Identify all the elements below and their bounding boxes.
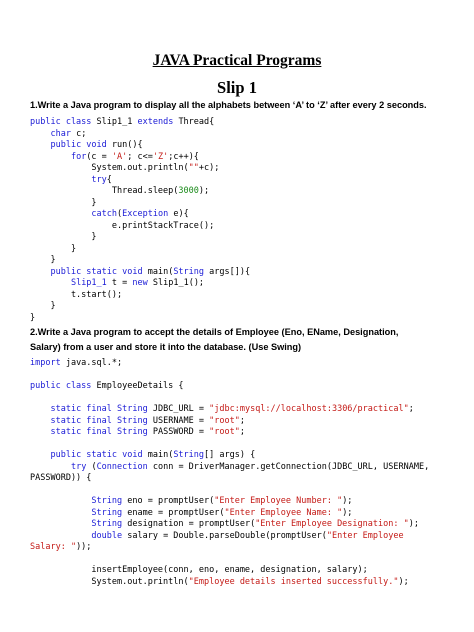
code-line xyxy=(30,542,460,554)
code-line xyxy=(30,439,460,451)
code-text: Slip1_1 xyxy=(96,117,138,127)
code-text: ; xyxy=(239,415,245,426)
keyword: public void xyxy=(50,140,112,150)
string-literal: "Employee details inserted successfully." xyxy=(188,576,399,587)
keyword: static final String xyxy=(50,415,153,426)
code-text xyxy=(30,404,50,414)
keyword: public class xyxy=(30,381,97,391)
code-line xyxy=(30,485,460,497)
code-text xyxy=(30,496,91,506)
code-line xyxy=(30,198,460,210)
keyword: String xyxy=(91,496,128,506)
code-text: run(){ xyxy=(111,140,143,150)
keyword: extends xyxy=(137,117,179,127)
code-text: } xyxy=(30,301,56,311)
code-text: t.start(); xyxy=(30,289,123,300)
code-text: t = xyxy=(111,278,133,288)
code-text xyxy=(30,129,50,139)
code-text xyxy=(30,508,91,518)
code-line xyxy=(30,244,460,256)
code-text: Thread.sleep( xyxy=(30,186,179,196)
string-literal: "Enter Employee xyxy=(326,530,404,541)
code-line xyxy=(30,301,460,313)
keyword: Connection xyxy=(96,461,153,472)
code-text: +c); xyxy=(198,163,220,173)
code-text: ( xyxy=(117,209,123,219)
code-text: c; xyxy=(76,128,87,139)
code-text xyxy=(30,416,50,426)
code-line xyxy=(30,508,460,520)
code-text: ); xyxy=(408,519,419,529)
code-text: { xyxy=(106,174,112,185)
code-text: } xyxy=(30,197,97,208)
code-block-2 xyxy=(30,358,460,588)
keyword: public static void xyxy=(50,266,148,277)
code-line xyxy=(30,117,460,129)
keyword: Exception xyxy=(122,209,174,219)
question-2: 2.Write a Java program to accept the details of Employee (Eno, EName, Designation, Salary) from a user and store it into the database. (Use Swing) xyxy=(30,327,399,352)
code-text: main( xyxy=(147,450,174,460)
code-text: args[]){ xyxy=(209,266,251,277)
code-block-1 xyxy=(30,117,460,324)
keyword: String xyxy=(91,507,128,518)
code-text: designation = promptUser( xyxy=(127,519,256,529)
string-literal: "root" xyxy=(209,415,240,426)
code-text: insertEmployee(conn, eno, ename, designation, salary); xyxy=(30,565,368,575)
code-text xyxy=(30,152,71,162)
code-text: main( xyxy=(147,266,174,277)
code-text xyxy=(30,519,91,529)
keyword: public class xyxy=(30,117,97,127)
keyword: Slip1_1 xyxy=(70,278,112,288)
code-text: } xyxy=(30,312,36,323)
keyword: new xyxy=(132,278,153,288)
code-line xyxy=(30,267,460,279)
code-line xyxy=(30,381,460,393)
code-text: e){ xyxy=(173,209,189,219)
code-line xyxy=(30,209,460,221)
code-text: Slip1_1(); xyxy=(152,278,205,288)
code-text: PASSWORD = xyxy=(152,427,210,437)
code-text xyxy=(30,427,50,437)
code-text: )); xyxy=(76,542,92,552)
code-text: ; c<= xyxy=(127,151,153,162)
code-line xyxy=(30,290,460,302)
keyword: try xyxy=(91,174,107,185)
code-text xyxy=(30,140,50,150)
code-line xyxy=(30,577,460,589)
code-line xyxy=(30,427,460,439)
string-literal: "Enter Employee Name: " xyxy=(224,507,343,518)
code-text: ;c++){ xyxy=(168,151,199,162)
code-line xyxy=(30,519,460,531)
keyword: catch xyxy=(91,209,118,219)
code-text: [] args) { xyxy=(204,450,256,460)
document-title: JAVA Practical Programs xyxy=(152,52,322,69)
code-line xyxy=(30,221,460,233)
question-1: 1.Write a Java program to display all the alphabets between ‘A’ to ‘Z’ after every 2 seconds. xyxy=(30,100,427,110)
keyword: static final String xyxy=(50,427,153,437)
code-line xyxy=(30,129,460,141)
string-literal: "root" xyxy=(209,427,240,437)
code-text: salary = Double.parseDouble(promptUser( xyxy=(127,530,327,541)
code-line xyxy=(30,255,460,267)
code-line xyxy=(30,152,460,164)
keyword: import xyxy=(30,358,66,368)
code-line xyxy=(30,404,460,416)
code-text: } xyxy=(30,243,77,254)
code-line xyxy=(30,554,460,566)
code-line xyxy=(30,140,460,152)
code-text xyxy=(30,462,71,472)
keyword: String xyxy=(91,519,128,529)
code-text: conn = DriverManager.getConnection(JDBC_URL, USERNAME, xyxy=(152,461,430,472)
code-text xyxy=(30,175,91,185)
string-literal: Salary: " xyxy=(30,542,77,552)
code-text: PASSWORD)) { xyxy=(30,473,92,483)
string-literal: "Enter Employee Designation: " xyxy=(255,519,409,529)
code-text: } xyxy=(30,232,97,242)
code-text: e.printStackTrace(); xyxy=(30,220,215,231)
string-literal: 'Z' xyxy=(152,151,169,162)
keyword: String xyxy=(173,450,205,460)
keyword: public static void xyxy=(50,450,148,460)
code-line xyxy=(30,358,460,370)
code-text xyxy=(30,278,71,288)
code-text: java.sql.*; xyxy=(65,358,123,368)
number-literal: 3000 xyxy=(178,186,199,196)
code-text xyxy=(30,267,50,277)
code-line xyxy=(30,175,460,187)
keyword: try xyxy=(70,461,92,472)
code-text: ); xyxy=(398,576,409,587)
code-text: ; xyxy=(239,427,245,437)
code-line xyxy=(30,462,460,474)
code-text xyxy=(30,450,50,460)
keyword: static final String xyxy=(50,404,153,414)
code-line xyxy=(30,278,460,290)
code-text: USERNAME = xyxy=(152,415,210,426)
code-line xyxy=(30,186,460,198)
string-literal: "Enter Employee Number: " xyxy=(214,496,343,506)
code-line xyxy=(30,313,460,325)
code-text: JDBC_URL = xyxy=(152,404,210,414)
code-text: ); xyxy=(342,496,353,506)
code-text: ename = promptUser( xyxy=(127,507,225,518)
code-line xyxy=(30,473,460,485)
string-literal: "" xyxy=(188,163,199,173)
code-line xyxy=(30,232,460,244)
code-line xyxy=(30,496,460,508)
code-text: System.out.println( xyxy=(30,576,189,587)
code-text: } xyxy=(30,255,56,265)
code-text: ); xyxy=(198,186,210,196)
keyword: double xyxy=(91,530,128,541)
code-text: ); xyxy=(342,507,353,518)
code-line xyxy=(30,450,460,462)
string-literal: 'A' xyxy=(111,151,128,162)
code-text: eno = promptUser( xyxy=(127,496,215,506)
code-line xyxy=(30,163,460,175)
string-literal: "jdbc:mysql://localhost:3306/practical" xyxy=(209,404,409,414)
code-text: (c = xyxy=(86,151,112,162)
code-text xyxy=(30,531,91,541)
code-text: ( xyxy=(91,461,97,472)
slip-heading: Slip 1 xyxy=(217,78,257,97)
keyword: char xyxy=(50,128,77,139)
code-text: EmployeeDetails { xyxy=(96,381,184,391)
code-line xyxy=(30,393,460,405)
code-line xyxy=(30,370,460,382)
code-text: System.out.println( xyxy=(30,163,189,173)
code-line xyxy=(30,531,460,543)
keyword: String xyxy=(173,266,210,277)
code-text: ; xyxy=(408,404,414,414)
code-line xyxy=(30,416,460,428)
code-text: Thread{ xyxy=(178,117,215,127)
code-line xyxy=(30,565,460,577)
code-text xyxy=(30,209,91,219)
keyword: for xyxy=(70,151,87,162)
